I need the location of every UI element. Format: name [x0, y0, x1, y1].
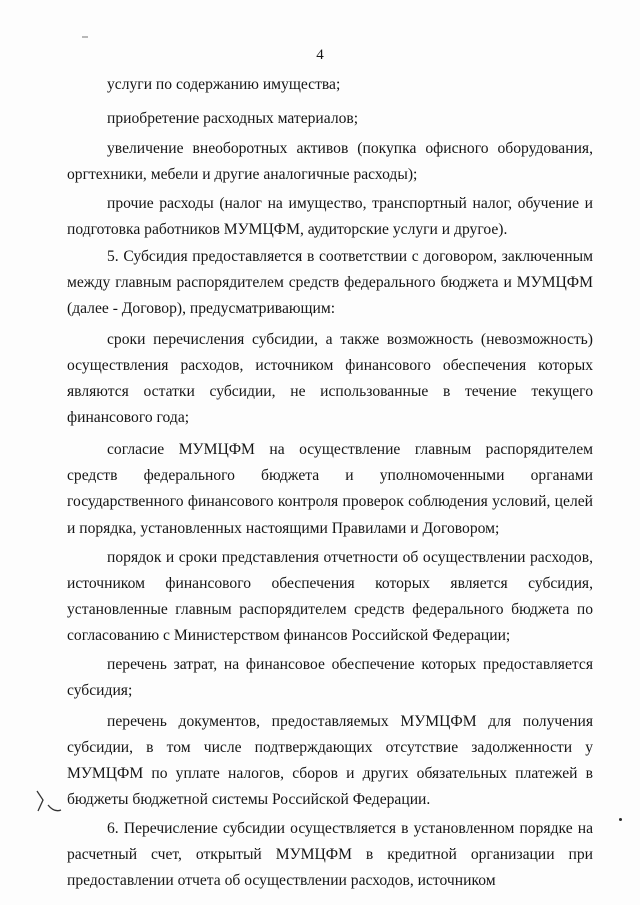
paragraph-document-list: перечень документов, предоставляемых МУМЦФМ для получения субсидии, в том числе подтверждающих отсутствие задолженности у МУМЦФМ по уплате налогов, сборов и других обязательных платежей в бюджеты бюджетной системы Российской Федерации. [67, 713, 593, 809]
paragraph-consumables: приобретение расходных материалов; [107, 110, 359, 128]
paragraph-other-expenses: прочие расходы (налог на имущество, транспортный налог, обучение и подготовка работников МУМЦФМ, аудиторские услуги и другое). [67, 195, 593, 239]
paragraph-noncurrent-assets: увеличение внеоборотных активов (покупка офисного оборудования, оргтехники, мебели и другие аналогичные расходы); [67, 140, 593, 184]
page-number: 4 [316, 47, 324, 63]
paragraph-maintenance-services: услуги по содержанию имущества; [107, 76, 341, 93]
handwritten-margin-mark [34, 787, 64, 817]
document-body [67, 72, 593, 894]
paragraph-section-5-agreement: 5. Субсидия предоставляется в соответствии с договором, заключенным между главным распорядителем средств федерального бюджета и МУМЦФМ (далее - Договор), предусматривающим: [67, 247, 593, 317]
paragraph-section-6-transfer: 6. Перечисление субсидии осуществляется в установленном порядке на расчетный счет, открытый МУМЦФМ в кредитной организации при предоставлении отчета об осуществлении расходов, источником [67, 819, 593, 889]
paragraph-transfer-terms: сроки перечисления субсидии, а также возможность (невозможность) осуществления расходов, источником финансового обеспечения которых являются остатки субсидии, не использованные в течение текущего финансового года; [67, 330, 593, 427]
scan-artifact-mark [82, 36, 88, 38]
scan-artifact-dot [619, 818, 622, 821]
paragraph-consent-to-audit: согласие МУМЦФМ на осуществление главным распорядителем средств федерального бюджета и уполномоченными органами государственного финансового контроля проверок соблюдения условий, целей и порядка, установленных настоящими Правилами и Договором; [67, 441, 593, 537]
paragraph-reporting-procedure: порядок и сроки представления отчетности об осуществлении расходов, источником финансового обеспечения которых является субсидия, установленные главным распорядителем средств федерального бюджета по согласованию с Министерством финансов Российской Федерации; [67, 548, 593, 644]
paragraph-cost-list: перечень затрат, на финансовое обеспечение которых предоставляется субсидия; [67, 655, 593, 700]
